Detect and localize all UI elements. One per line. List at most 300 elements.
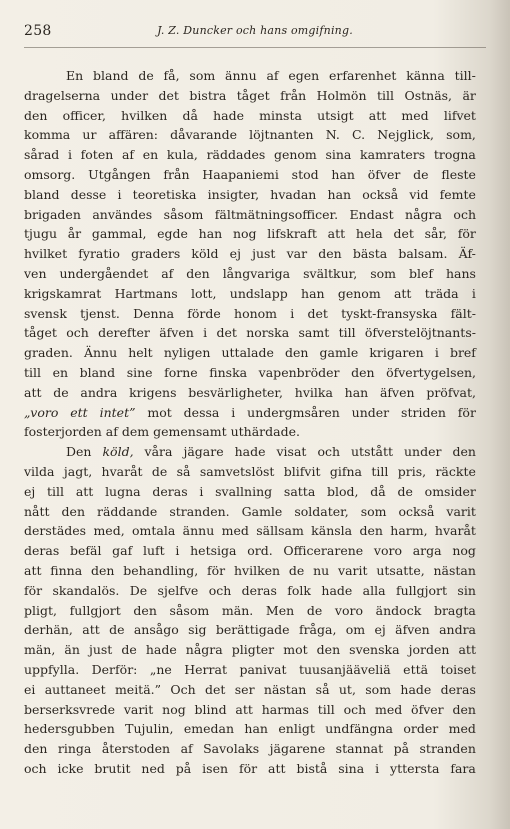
word: af — [121, 147, 135, 163]
word: besvärligheter, — [188, 384, 284, 400]
word: insigter, — [207, 186, 260, 202]
word: Haapaniemi — [202, 166, 279, 182]
word: tåget — [24, 325, 57, 341]
word: hvadan — [270, 186, 317, 202]
word: tjenst. — [80, 305, 120, 321]
word: dem — [121, 424, 150, 440]
text-line — [24, 323, 476, 343]
word: de — [109, 622, 125, 638]
word: också — [362, 186, 399, 202]
word: undslapp — [229, 285, 288, 301]
word: meitä.” — [114, 681, 162, 697]
word: undergåendet — [59, 265, 149, 281]
word: nog — [452, 543, 476, 559]
word: han — [327, 186, 352, 202]
word: fråga, — [298, 622, 337, 638]
word: nästan — [263, 681, 307, 697]
word: finna — [50, 562, 83, 578]
word: som — [365, 681, 392, 697]
word: omtala — [132, 523, 176, 539]
word: till — [371, 463, 389, 479]
word: genom — [273, 147, 317, 163]
word: hvaråt — [434, 523, 476, 539]
word: så — [315, 681, 330, 697]
word: krigens — [129, 384, 177, 400]
text-line — [24, 343, 476, 363]
word: egde — [157, 226, 188, 242]
word: fält- — [450, 305, 476, 321]
word: genom — [337, 285, 381, 301]
word: De — [129, 582, 148, 598]
word: Ostnäs, — [404, 87, 453, 103]
word: en — [142, 147, 159, 163]
text-line — [24, 205, 476, 225]
word: i — [199, 483, 204, 499]
word: till — [376, 87, 394, 103]
word: samvetslöst — [199, 463, 275, 479]
word: svallning — [215, 483, 273, 499]
page-header — [24, 20, 486, 44]
word: återstoden — [101, 741, 171, 757]
word: han — [301, 285, 325, 301]
word: med — [221, 523, 249, 539]
word: ej — [24, 483, 36, 499]
word: det — [205, 681, 226, 697]
word: jägarene — [269, 741, 326, 757]
word: att — [327, 226, 346, 242]
word: forne — [164, 364, 198, 380]
word: den — [91, 562, 115, 578]
word: det — [158, 87, 179, 103]
word: de — [288, 562, 305, 578]
word: gifna — [329, 463, 362, 479]
word: ansågo — [133, 622, 179, 638]
text-line — [24, 462, 476, 482]
word: lifvet — [443, 107, 476, 123]
word: ett — [70, 404, 88, 420]
word: till — [24, 364, 42, 380]
word: tuusanjääveliä — [298, 661, 391, 677]
word: sällsam — [256, 523, 304, 539]
word: med, — [93, 523, 125, 539]
word: hade — [213, 107, 244, 123]
word: voro — [334, 602, 363, 618]
word: den — [316, 642, 341, 658]
word: derefter — [98, 325, 150, 341]
word: några — [405, 206, 442, 222]
word: trogna — [433, 147, 476, 163]
word: yttersta — [390, 760, 440, 776]
word: harmas — [261, 701, 309, 717]
word: med — [374, 701, 403, 717]
word: dragelserna — [24, 87, 101, 103]
text-line — [24, 442, 476, 462]
word: desse — [70, 186, 107, 202]
word: dåvarande — [170, 127, 237, 143]
word: komma — [24, 127, 71, 143]
word: hvaråt — [101, 463, 143, 479]
word: order — [403, 721, 439, 737]
word: gammal, — [91, 226, 147, 242]
word: och — [453, 206, 476, 222]
word: är — [462, 87, 476, 103]
word: hade — [145, 642, 177, 658]
word: för — [238, 760, 258, 776]
word: että — [403, 661, 429, 677]
word: berättigade — [215, 622, 290, 638]
word: som, — [446, 127, 476, 143]
word: den — [24, 107, 48, 123]
word: att — [75, 483, 94, 499]
word: från — [163, 166, 190, 182]
word: fältmätningsofficer. — [214, 206, 339, 222]
word: de — [138, 68, 154, 83]
word: de — [151, 463, 168, 479]
text-line — [24, 759, 476, 779]
word: män, — [24, 642, 56, 658]
text-line — [24, 680, 476, 700]
word: balsam. — [398, 246, 448, 262]
word: de — [397, 483, 413, 499]
word: till — [317, 701, 335, 717]
text-line — [24, 403, 476, 423]
text-line — [24, 66, 476, 86]
word: öfver — [367, 166, 401, 182]
word: nu — [313, 562, 330, 578]
word: ringa — [57, 741, 92, 757]
word: nog — [232, 226, 257, 242]
word: bland — [79, 364, 116, 380]
word: på — [175, 760, 192, 776]
word: öfver — [411, 701, 444, 717]
word: och — [24, 760, 47, 776]
word: de — [306, 602, 323, 618]
text-line — [24, 640, 476, 660]
word: för — [24, 582, 43, 598]
word: då — [182, 107, 198, 123]
word: bistra — [189, 87, 227, 103]
word: Hartmans — [114, 285, 178, 301]
word: isen — [202, 760, 229, 776]
word: att — [235, 701, 253, 717]
word: våra — [144, 444, 173, 460]
word: femte — [439, 186, 476, 202]
word: vid — [409, 186, 429, 202]
word: Holmön — [316, 87, 367, 103]
word: de — [53, 384, 69, 400]
word: hela — [355, 226, 383, 242]
word: ut, — [338, 681, 356, 697]
word: förde — [187, 305, 221, 321]
text-line — [24, 581, 476, 601]
word: i — [67, 147, 72, 163]
word: skandalös. — [52, 582, 120, 598]
word: undergmsåren — [247, 404, 340, 420]
word: varit — [123, 701, 154, 717]
word: de — [413, 166, 429, 182]
word: öfvertygelsen, — [386, 364, 476, 380]
word: och — [66, 325, 89, 341]
word: vilda — [24, 463, 55, 479]
word: graden. — [24, 345, 73, 361]
text-line — [24, 244, 476, 264]
word: som — [189, 68, 216, 83]
word: fullgjort — [69, 602, 121, 618]
word: få, — [163, 68, 180, 83]
word: ej — [374, 622, 386, 638]
word: sin — [457, 582, 476, 598]
word: affären: — [108, 127, 158, 143]
word: jorden — [408, 642, 450, 658]
word: att — [24, 562, 42, 578]
word: Nejglick, — [377, 127, 434, 143]
word: andra — [439, 622, 476, 638]
word: visat — [276, 444, 307, 460]
word: ur — [82, 127, 97, 143]
word: den — [318, 246, 342, 262]
word: hade — [321, 582, 353, 598]
word: deras — [440, 681, 476, 697]
text-line — [24, 482, 476, 502]
word: kamraters — [360, 147, 426, 163]
word: finska — [209, 364, 248, 380]
word: så — [176, 463, 191, 479]
word: det — [216, 325, 237, 341]
word: ned — [141, 760, 165, 776]
word: fara — [450, 760, 476, 776]
word: intet” — [99, 404, 136, 420]
word: Herrat — [184, 661, 227, 677]
word: i — [203, 325, 208, 341]
word: ser — [234, 681, 255, 697]
word: fyratio — [78, 246, 120, 262]
word: Savolaks — [203, 741, 260, 757]
word: stod — [291, 166, 319, 182]
word: hans — [445, 265, 476, 281]
word: hedersgubben — [24, 721, 115, 737]
word: Och — [170, 681, 196, 697]
text-line — [24, 383, 476, 403]
word: i — [471, 285, 476, 301]
word: ej — [229, 246, 241, 262]
word: Ännu — [83, 345, 118, 361]
word: en — [52, 364, 69, 380]
word: om — [345, 622, 366, 638]
text-line — [24, 739, 476, 759]
word: bistå — [296, 760, 328, 776]
word: köld — [191, 246, 219, 262]
word: som — [360, 503, 387, 519]
word: af — [180, 741, 193, 757]
word: pligter — [231, 642, 275, 658]
word: Derför: — [91, 661, 138, 677]
word: den — [133, 602, 157, 618]
word: tåget — [236, 87, 270, 103]
word: behandling, — [123, 562, 199, 578]
word: enligt — [278, 721, 315, 737]
word: bref — [449, 345, 476, 361]
word: mot — [147, 404, 172, 420]
word: äfven — [379, 384, 415, 400]
text-line — [24, 541, 476, 561]
word: att — [82, 622, 100, 638]
word: erfarenhet — [329, 68, 397, 83]
word: nästan — [433, 562, 476, 578]
word: ei — [24, 681, 36, 697]
word: befäl — [69, 543, 102, 559]
word: öfverstelöjtnants- — [364, 325, 476, 341]
word: han — [331, 166, 355, 182]
word: nått — [24, 503, 50, 519]
word: deras — [241, 582, 277, 598]
word: pris, — [397, 463, 427, 479]
word: N. — [325, 127, 340, 143]
word: bästa — [352, 246, 388, 262]
word: äfven — [159, 325, 194, 341]
text-line — [24, 86, 476, 106]
word: Endast — [349, 206, 394, 222]
word: ord. — [247, 543, 273, 559]
word: i — [375, 760, 380, 776]
word: det — [393, 226, 414, 242]
page-number: 258 — [24, 23, 52, 39]
word: den — [284, 345, 309, 361]
word: till- — [454, 68, 476, 83]
word: varit — [338, 562, 368, 578]
word: undfängna — [325, 721, 393, 737]
word: derstädes — [24, 523, 87, 539]
word: den — [359, 523, 383, 539]
word: Men — [265, 602, 295, 618]
word: känsla — [311, 523, 353, 539]
word: Den — [66, 444, 92, 460]
text-line — [24, 502, 476, 522]
word: harm, — [390, 523, 428, 539]
word: ännu — [225, 68, 257, 83]
word: löjtnanten — [249, 127, 314, 143]
word: striden — [401, 404, 446, 420]
word: pligt, — [24, 602, 57, 618]
word: och — [208, 582, 232, 598]
word: mot — [283, 642, 308, 658]
word: dessa — [183, 404, 220, 420]
text-line — [24, 363, 476, 383]
word: han — [344, 384, 369, 400]
word: och — [317, 444, 341, 460]
word: under — [110, 87, 149, 103]
word: bland — [93, 68, 129, 83]
word: räddande — [96, 503, 158, 519]
text-line — [24, 165, 476, 185]
word: hetsiga — [190, 543, 237, 559]
word: folk — [287, 582, 312, 598]
word: han — [244, 721, 268, 737]
word: några — [185, 642, 223, 658]
word: under — [351, 404, 390, 420]
text-line — [24, 620, 476, 640]
word: med — [401, 107, 429, 123]
word: deras — [152, 483, 188, 499]
word: stranden. — [169, 503, 230, 519]
word: auttaneet — [44, 681, 106, 697]
word: panivat — [239, 661, 287, 677]
word: lott, — [190, 285, 217, 301]
word: pröfvat, — [426, 384, 476, 400]
word: räddades — [206, 147, 266, 163]
text-line — [24, 145, 476, 165]
word: luft — [142, 543, 165, 559]
word: jägare — [183, 444, 224, 460]
text-line — [24, 224, 476, 244]
text-line — [24, 304, 476, 324]
word: blind — [194, 701, 227, 717]
word: sina — [325, 147, 352, 163]
word: såsom — [163, 206, 204, 222]
word: jagt, — [63, 463, 93, 479]
word: icke — [57, 760, 84, 776]
word: var — [286, 246, 308, 262]
word: brutit — [94, 760, 131, 776]
word: alla — [362, 582, 386, 598]
word: än — [64, 642, 80, 658]
word: vapenbröder — [258, 364, 340, 380]
word: hade — [400, 681, 432, 697]
word: arga — [412, 543, 442, 559]
word: i — [434, 345, 439, 361]
word: användes — [92, 206, 153, 222]
body-text — [24, 66, 476, 779]
word: då — [370, 483, 386, 499]
word: det — [307, 305, 328, 321]
word: gaf — [112, 543, 133, 559]
word: med — [448, 721, 476, 737]
word: foten — [80, 147, 114, 163]
text-line — [24, 700, 476, 720]
word: krigaren — [369, 345, 424, 361]
word: för — [457, 226, 476, 242]
word: uppfylla. — [24, 661, 80, 677]
word: berserksvrede — [24, 701, 115, 717]
word: att — [268, 760, 286, 776]
word: blod, — [327, 483, 359, 499]
word: blifvit — [283, 463, 321, 479]
word: En — [66, 68, 84, 83]
word: fleste — [441, 166, 476, 182]
word: C. — [352, 127, 366, 143]
word: af — [161, 265, 174, 281]
word: Gamle — [241, 503, 283, 519]
word: fosterjorden — [24, 424, 102, 440]
text-line — [24, 125, 476, 145]
word: den — [61, 503, 85, 519]
word: lifskraft — [267, 226, 317, 242]
word: stannat — [335, 741, 384, 757]
text-line — [24, 660, 476, 680]
word: teoretiska — [132, 186, 197, 202]
word: minsta — [259, 107, 302, 123]
word: Utgången — [88, 166, 151, 182]
word: honom — [234, 305, 278, 321]
word: egen — [288, 68, 320, 83]
word: räckte — [435, 463, 476, 479]
word: uttalade — [221, 345, 274, 361]
word: i — [175, 543, 180, 559]
word: hvilka — [294, 384, 333, 400]
word: just — [252, 246, 276, 262]
word: hvilken — [121, 107, 168, 123]
word: till — [338, 325, 356, 341]
word: såsom — [169, 602, 210, 618]
